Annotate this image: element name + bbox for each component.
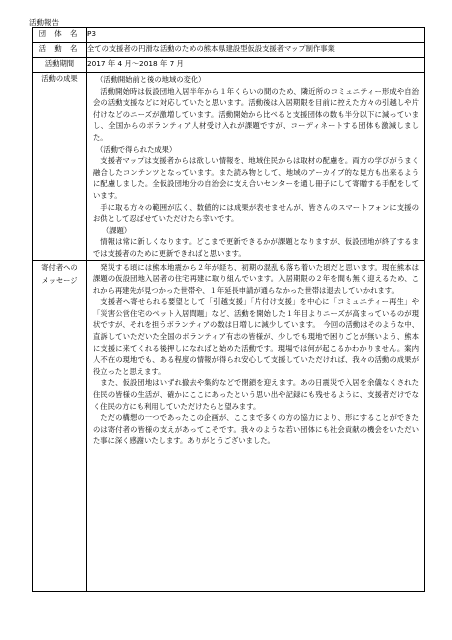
results-row bbox=[33, 73, 425, 261]
message-body bbox=[87, 261, 424, 448]
activity-value: 全ての支援者の円滑な活動のための熊本県建設型仮設支援者マップ制作事業 bbox=[87, 43, 425, 58]
period-value: 2017 年 4 月～2018 年 7 月 bbox=[87, 58, 425, 73]
period-label: 活動期間 bbox=[33, 58, 87, 73]
message-label bbox=[33, 260, 87, 591]
results-body bbox=[87, 73, 424, 260]
group-value: P3 bbox=[87, 28, 425, 43]
results-paragraph: 手に取る方々の範囲が広く、数値的には成果が表せませんが、皆さんのスマートフォンに支援のお供として忍ばせていただけたら幸いです。 bbox=[93, 202, 419, 224]
results-heading: （活動開始前と後の地域の変化） bbox=[96, 75, 206, 84]
activity-row bbox=[33, 43, 425, 58]
results-label: 活動の成果 bbox=[33, 73, 87, 261]
results-heading: （課題） bbox=[102, 225, 132, 235]
results-cell bbox=[87, 73, 425, 261]
message-paragraph: また、仮設団地はいずれ撤去や集約などで閉鎖を迎えます。あの日震災で入居を余儀なくされた住民の皆様の生活が、確かにここにあったという思い出や記録にも残せるように、支援者だけでなく住民の方にも利用していただけたらと望みます。 bbox=[93, 378, 419, 411]
message-label-line: 寄付者への bbox=[41, 262, 78, 272]
message-cell bbox=[87, 260, 425, 591]
message-label-line: メッセージ bbox=[41, 275, 78, 285]
results-heading: （活動で得られた成果） bbox=[96, 144, 177, 154]
group-row bbox=[33, 28, 425, 43]
report-table bbox=[32, 27, 425, 592]
message-paragraph: 支援者へ寄せられる要望として「引越支援」「片付け支援」を中心に「コミュニティー再生」や「災害公営住宅のペット入居問題」など、活動を開始した１年目よりニーズが高まっているのが現状ですが、それを担うボランティアの数は日増しに減少しています。 今回の活動はそのような中、直訴していただいた全国のボランティア有志の皆様が、少しでも現地で困りごとが無いよう、熊本に支援に来てくれる後押しになればと始めた活動です。現場では何が起こるかわかりません。案内人不在の現地でも、ある程度の情報が得られ安心して支援していただければ、我々の活動の成果が役立ったと思えます。 bbox=[93, 297, 419, 376]
activity-label: 活 動 名 bbox=[33, 43, 87, 58]
results-paragraph: 情報は常に新しくなります。どこまで更新できるかが課題となりますが、仮設団地が終了するまでは支援者のために更新できればと思います。 bbox=[93, 237, 419, 258]
group-label: 団 体 名 bbox=[33, 28, 87, 43]
page-title: 活動報告 bbox=[29, 18, 59, 27]
message-paragraph: 発災する頃には熊本地震から２年が経ち、初期の混乱も落ち着いた頃だと思います。現在熊本は課題の仮設団地入居者の住宅再建に取り組んでいます。入居期限の２年を間も無く迎えるため、これから再建先が見つかった世帯や、１年延長申請が通らなかった世帯は退去していかれます。 bbox=[93, 262, 419, 295]
results-paragraph: 活動開始時は仮設団地入居半年から１年くらいの間のため、隣近所のコミュニティー形成や自治会の活動支援などに対応していたと思います。活動後は入居期限を目前に控えた方々の引越しや片付けなどのニーズが激増しています。活動開始から比べると支援団体の数も半分以下に減っていまし、全国からのボランティア人材受け入れが課題ですが、コーディネートする団体も激減しました。 bbox=[93, 86, 419, 142]
period-row bbox=[33, 58, 425, 73]
message-row bbox=[33, 260, 425, 591]
message-paragraph: ただの構想の一つであったこの企画が、ここまで多くの方の協力により、形にすることができたのは寄付者の皆様の支えがあってこそです。我々のような若い団体にも社会貢献の機会をいただいた事に深く感謝いたします。ありがとうございました。 bbox=[93, 413, 419, 446]
results-paragraph: 支援者マップは支援者からは欲しい情報を、地域住民からは取材の配慮を。両方の学びがうまく融合したコンテンツとなっています。また読み物として、地域のアーカイブ的な見方も出来るように配慮しました。全仮設団地分の自治会に支え合いセンターを通し冊子にして寄贈する手配をしています。 bbox=[93, 156, 419, 200]
